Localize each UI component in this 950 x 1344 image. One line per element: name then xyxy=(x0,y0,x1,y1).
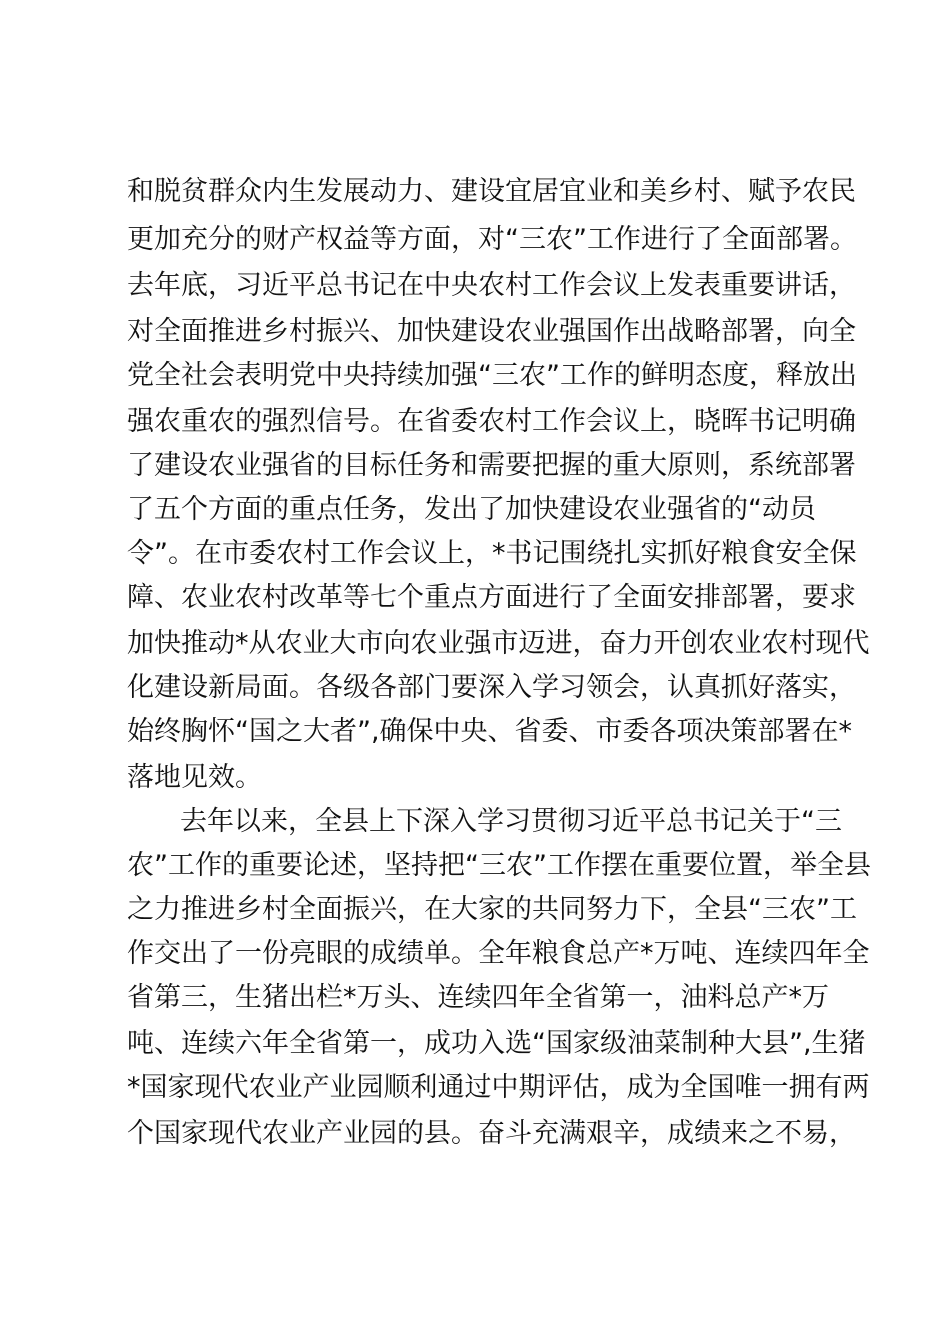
text-line: 令”。在市委农村工作会议上，*书记围绕扎实抓好粮食安全保 xyxy=(127,538,857,569)
text-line: 个国家现代农业产业园的县。奋斗充满艰辛，成绩来之不易， xyxy=(127,1118,856,1149)
text-line: 更加充分的财产权益等方面，对“三农”工作进行了全面部署。 xyxy=(127,224,857,255)
text-line: 落地见效。 xyxy=(127,762,262,793)
text-line: 对全面推进乡村振兴、加快建设农业强国作出战略部署，向全 xyxy=(127,316,856,347)
text-line: 了建设农业强省的目标任务和需要把握的重大原则，系统部署 xyxy=(127,450,856,481)
text-line: 去年底，习近平总书记在中央农村工作会议上发表重要讲话， xyxy=(127,270,856,301)
text-line: 党全社会表明党中央持续加强“三农”工作的鲜明态度，释放出 xyxy=(127,360,857,391)
text-line: 作交出了一份亮眼的成绩单。全年粮食总产*万吨、连续四年全 xyxy=(127,938,870,969)
text-line: 农”工作的重要论述，坚持把“三农”工作摆在重要位置，举全县 xyxy=(127,850,871,881)
text-line: 化建设新局面。各级各部门要深入学习领会，认真抓好落实， xyxy=(127,672,856,703)
text-line: 障、农业农村改革等七个重点方面进行了全面安排部署，要求 xyxy=(127,582,856,613)
paragraph-first-line: 去年以来，全县上下深入学习贯彻习近平总书记关于“三 xyxy=(180,806,842,837)
text-line: 始终胸怀“国之大者”,确保中央、省委、市委各项决策部署在* xyxy=(127,716,853,747)
text-line: 强农重农的强烈信号。在省委农村工作会议上，晓晖书记明确 xyxy=(127,406,856,437)
text-line: *国家现代农业产业园顺利通过中期评估，成为全国唯一拥有两 xyxy=(127,1072,870,1103)
text-line: 省第三，生猪出栏*万头、连续四年全省第一，油料总产*万 xyxy=(127,982,829,1013)
text-line: 之力推进乡村全面振兴，在大家的共同努力下，全县“三农”工 xyxy=(127,894,857,925)
text-line: 和脱贫群众内生发展动力、建设宜居宜业和美乡村、赋予农民 xyxy=(127,176,856,207)
text-line: 吨、连续六年全省第一，成功入选“国家级油菜制种大县”,生猪 xyxy=(127,1028,866,1059)
text-line: 了五个方面的重点任务，发出了加快建设农业强省的“动员 xyxy=(127,494,816,525)
text-line: 加快推动*从农业大市向农业强市迈进，奋力开创农业农村现代 xyxy=(127,628,870,659)
